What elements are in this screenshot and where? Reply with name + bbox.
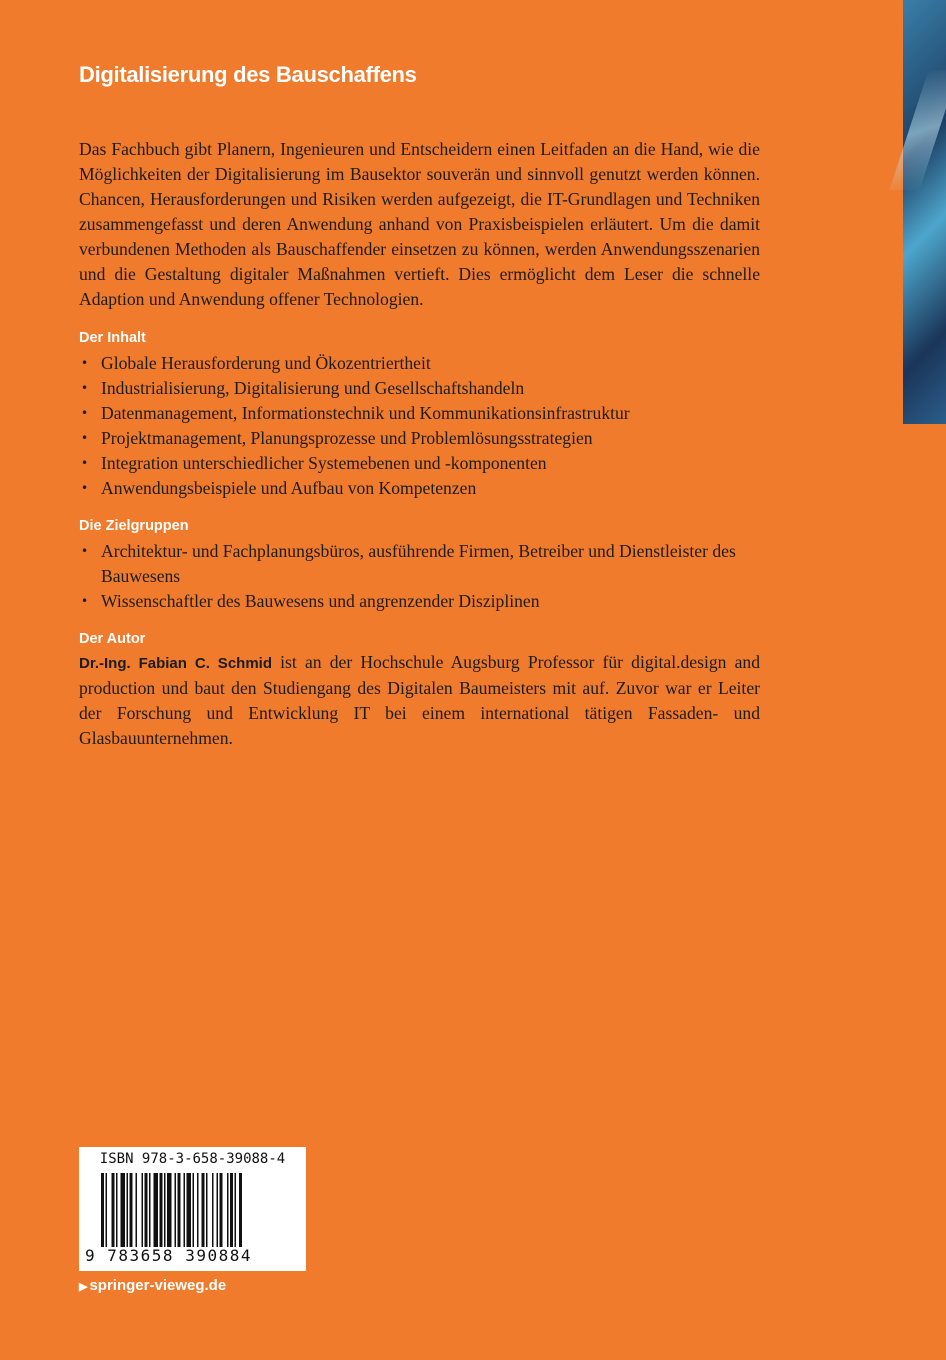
barcode-bar <box>154 1173 159 1247</box>
list-item: • Industrialisierung, Digitalisierung und Gesellschaftshandeln <box>79 376 760 401</box>
barcode-bar <box>175 1173 177 1247</box>
bullet-icon: • <box>81 456 89 470</box>
barcode-bar <box>101 1173 104 1247</box>
barcode-bar <box>220 1173 223 1247</box>
barcode-bar <box>106 1173 108 1247</box>
bullet-icon: • <box>81 381 89 395</box>
list-item: • Projektmanagement, Planungsprozesse und Problemlösungsstrategien <box>79 426 760 451</box>
barcode-bar <box>167 1173 172 1247</box>
author-name: Dr.-Ing. Fabian C. Schmid <box>79 655 272 672</box>
barcode-bar <box>217 1173 219 1247</box>
barcode-digits: 9 783658 390884 <box>85 1246 252 1265</box>
website-url: springer-vieweg.de <box>89 1277 227 1294</box>
bullet-icon: • <box>81 594 89 608</box>
arrow-right-icon: ▶ <box>79 1281 88 1293</box>
barcode-bar <box>212 1173 214 1247</box>
barcode-bar <box>121 1173 126 1247</box>
barcode-bar <box>164 1173 166 1247</box>
list-item: • Wissenschaftler des Bauwesens und angrenzender Disziplinen <box>79 589 760 614</box>
list-item: • Datenmanagement, Informationstechnik und Kommunikationsinfrastruktur <box>79 401 760 426</box>
barcode-bar <box>235 1173 237 1247</box>
cover-glint <box>890 70 946 190</box>
barcode-bar <box>227 1173 229 1247</box>
barcode-bar <box>130 1173 133 1247</box>
barcode-bar <box>116 1173 118 1247</box>
bullet-icon: • <box>81 431 89 445</box>
isbn-number: ISBN 978-3-658-39088-4 <box>99 1151 286 1167</box>
list-item: • Integration unterschiedlicher Systemebenen und -komponenten <box>79 451 760 476</box>
barcode-bars <box>101 1173 281 1251</box>
barcode-bar <box>202 1173 205 1247</box>
bullet-icon: • <box>81 544 89 558</box>
barcode-bar <box>206 1173 208 1247</box>
barcode-bar <box>230 1173 233 1247</box>
list-item: • Anwendungsbeispiele und Aufbau von Kompetenzen <box>79 476 760 501</box>
bullet-icon: • <box>81 481 89 495</box>
zielgruppen-heading: Die Zielgruppen <box>79 518 189 534</box>
author-description: ist an der Hochschule Augsburg Professor für digital.design and production und baut den Studiengang des Digitalen Baumeisters mit auf. Zuvor war er Leiter der Forschung und Entwicklung IT bei einem international tätigen Fassaden- und Glasbauunternehmen. <box>79 652 761 748</box>
barcode-bar <box>193 1173 195 1247</box>
barcode-bar <box>239 1173 242 1247</box>
bullet-icon: • <box>81 406 89 420</box>
barcode-bar <box>178 1173 181 1247</box>
barcode-bar <box>136 1173 138 1247</box>
book-title: Digitalisierung des Bauschaffens <box>79 62 417 87</box>
barcode-bar <box>184 1173 186 1247</box>
front-cover-edge-image <box>903 0 946 424</box>
barcode-bar <box>112 1173 115 1247</box>
barcode-bar <box>149 1173 151 1247</box>
list-item: • Globale Herausforderung und Ökozentriertheit <box>79 351 760 376</box>
zielgruppen-list <box>79 539 760 614</box>
inhalt-list <box>79 351 760 501</box>
bullet-icon: • <box>81 356 89 370</box>
isbn-barcode <box>79 1147 306 1271</box>
barcode-bar <box>142 1173 144 1247</box>
intro-paragraph: Das Fachbuch gibt Planern, Ingenieuren und Entscheidern einen Leitfaden an die Hand, wie die Möglichkeiten der Digitalisierung im Bausektor souverän und sinnvoll genutzt werden können. Chancen, Herausforderungen und Risiken werden aufgezeigt, die IT-Grundlagen und Techniken zusammengefasst und deren Anwendung anhand von Praxisbeispielen erläutert. Um die damit verbundenen Methoden als Bauschaffender einsetzen zu können, werden Anwendungsszenarien und die Gestaltung digitaler Maßnahmen vertieft. Dies ermöglicht dem Leser die schnelle Adaption und Anwendung offener Technologien. <box>79 139 760 309</box>
publisher-website[interactable] <box>79 1277 226 1294</box>
autor-heading: Der Autor <box>79 631 146 647</box>
barcode-bar <box>127 1173 129 1247</box>
barcode-bar <box>197 1173 199 1247</box>
barcode-bar <box>160 1173 163 1247</box>
inhalt-heading: Der Inhalt <box>79 330 146 346</box>
author-bio <box>79 650 760 751</box>
blurb <box>79 137 760 751</box>
list-item: • Architektur- und Fachplanungsbüros, ausführende Firmen, Betreiber und Dienstleister des Bauwesens <box>81 541 736 586</box>
barcode-bar <box>187 1173 192 1247</box>
barcode-bar <box>145 1173 148 1247</box>
